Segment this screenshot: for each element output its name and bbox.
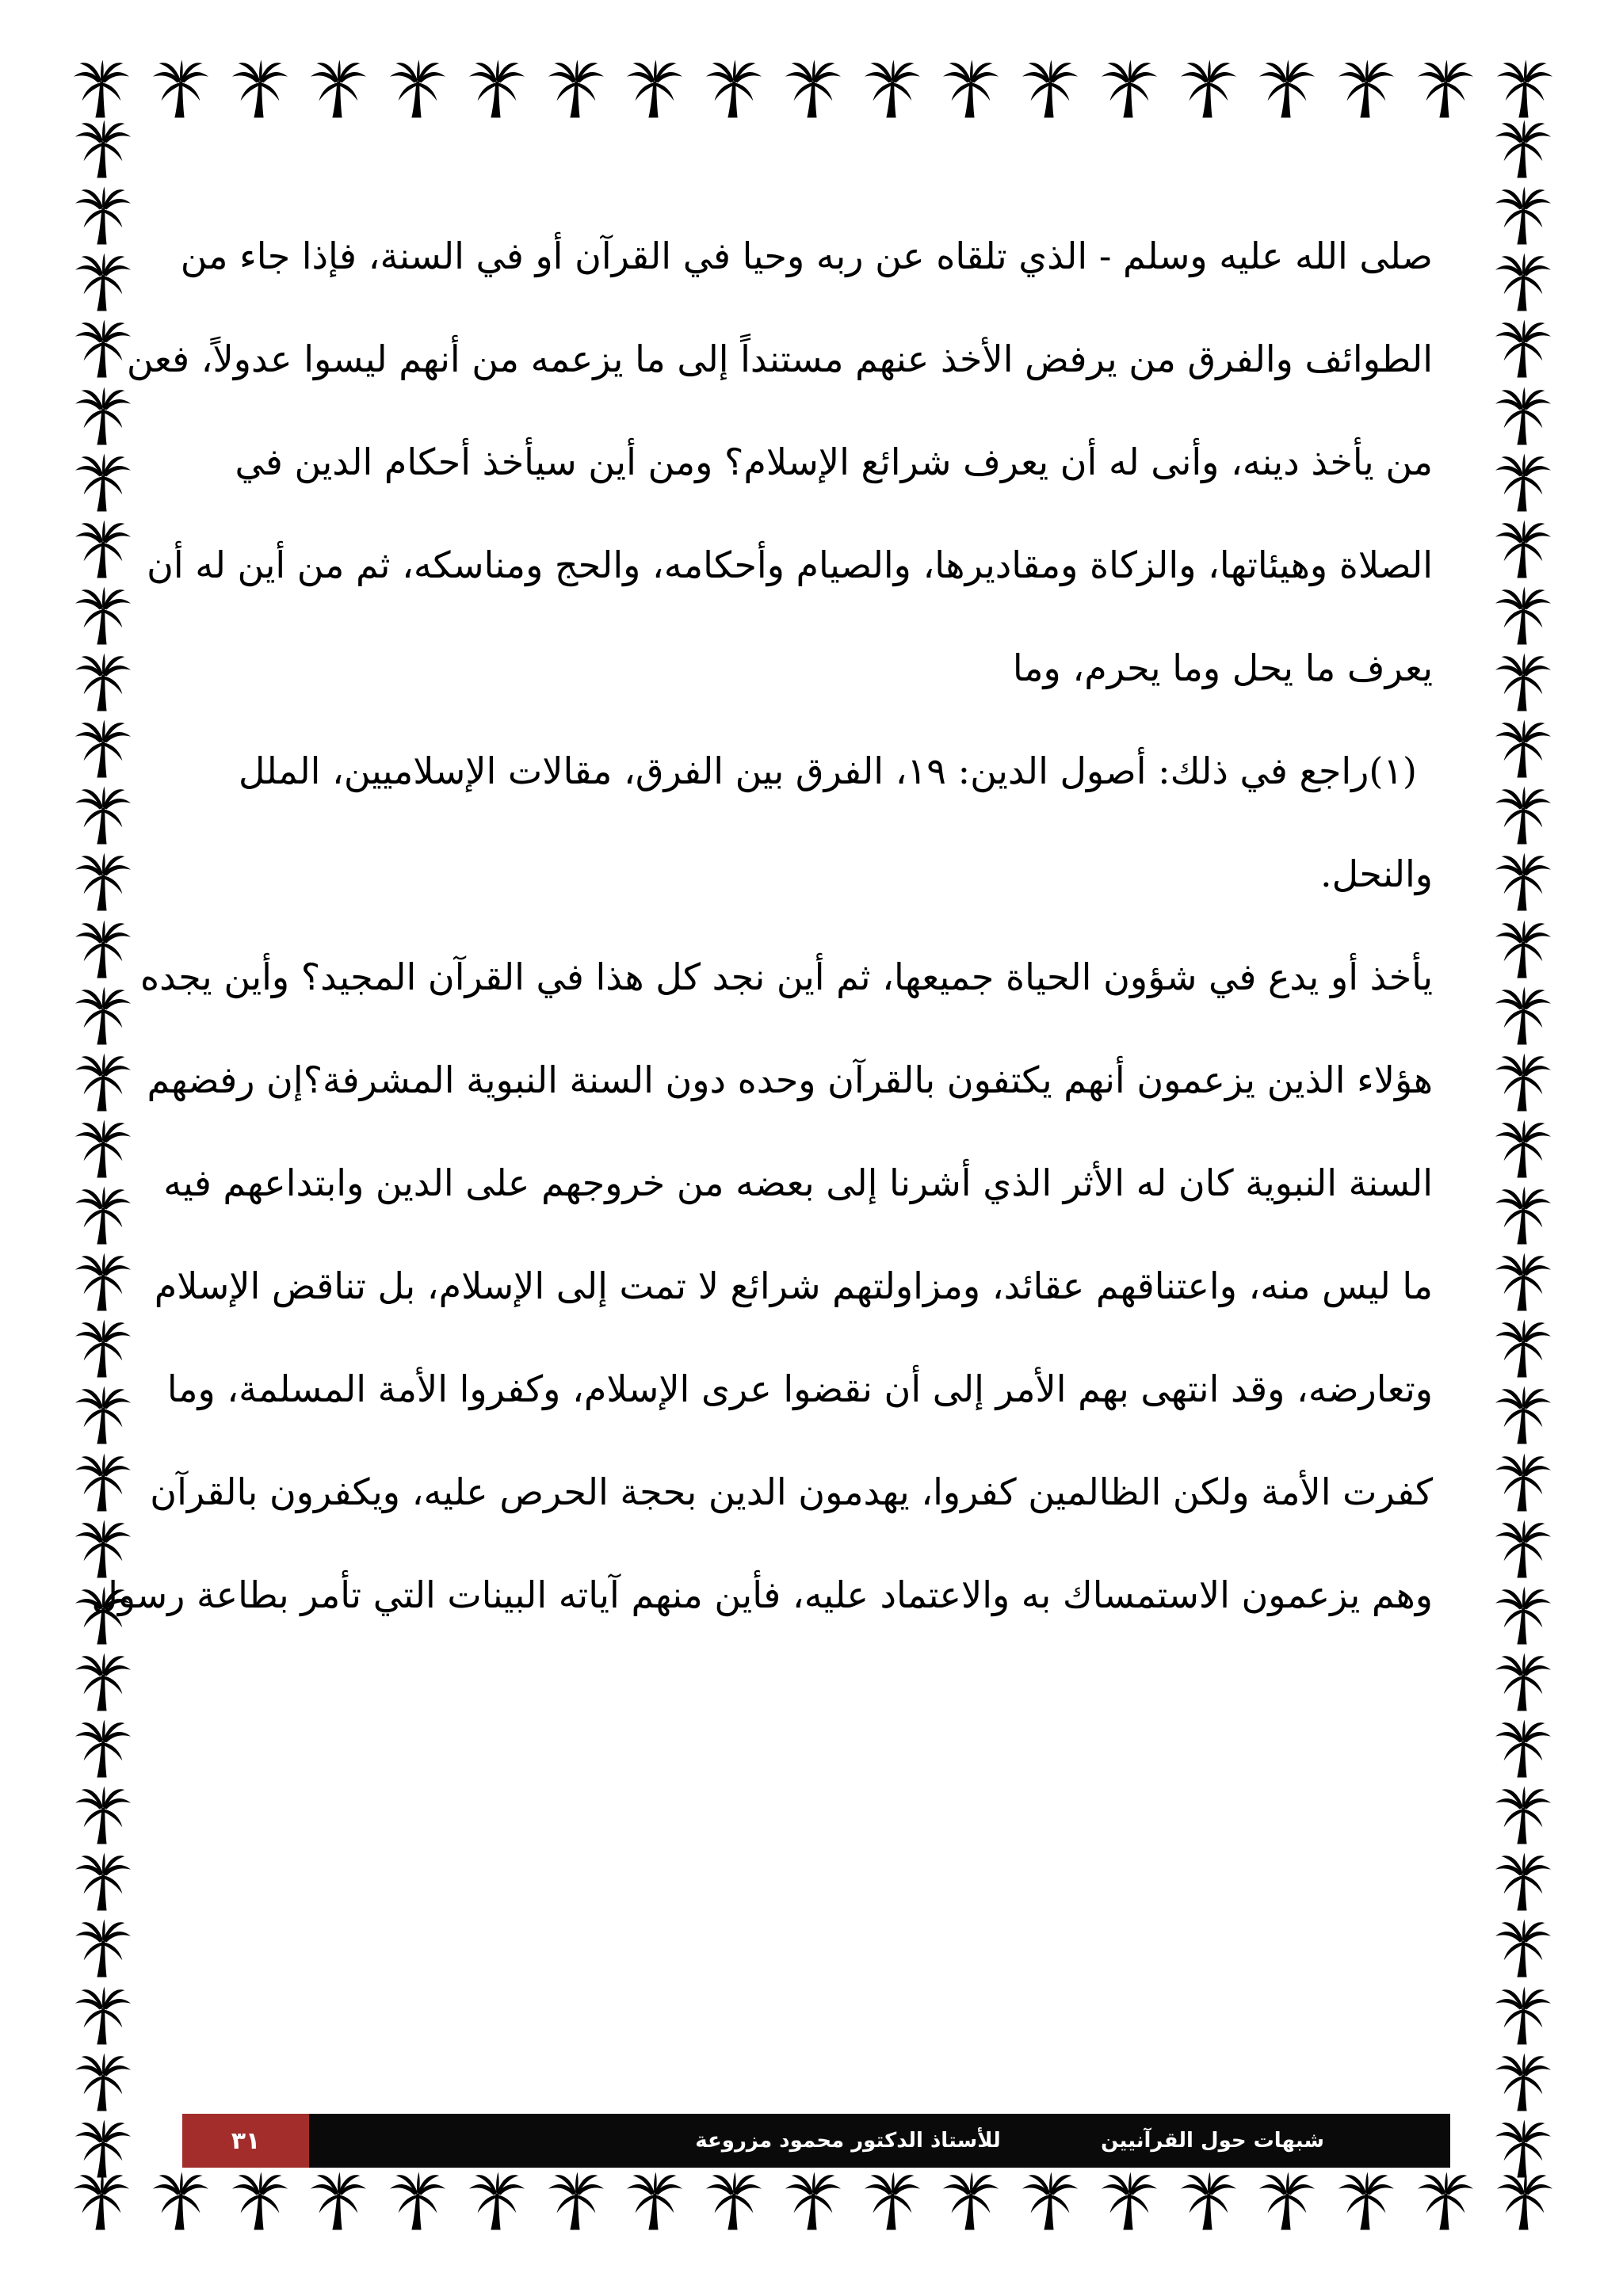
text-line: وتعارضه، وقد انتهى بهم الأمر إلى أن نقضوا عرى الإسلام، وكفروا الأمة المسلمة، وما xyxy=(166,1367,1433,1410)
palm-tree-icon xyxy=(71,59,132,119)
palm-tree-icon xyxy=(151,59,211,119)
palm-tree-icon xyxy=(308,59,369,119)
palm-tree-icon xyxy=(1493,1519,1553,1579)
palm-tree-icon xyxy=(1493,1452,1553,1512)
palm-tree-icon xyxy=(1493,386,1553,446)
palm-tree-icon xyxy=(1493,585,1553,646)
palm-tree-icon xyxy=(1493,1785,1553,1845)
palm-tree-icon xyxy=(73,318,133,379)
palm-tree-icon xyxy=(73,986,133,1046)
palm-tree-icon xyxy=(73,1385,133,1445)
palm-tree-icon xyxy=(1493,1318,1553,1379)
palm-tree-icon xyxy=(1493,2052,1553,2112)
palm-tree-icon xyxy=(73,1718,133,1779)
palm-tree-icon xyxy=(73,1452,133,1512)
text-line: الطوائف والفرق من يرفض الأخذ عنهم مستنداً إلى ما يزعمه من أنهم ليسوا عدولاً، فعن xyxy=(126,338,1433,380)
palm-tree-icon xyxy=(467,2171,527,2231)
border-bottom xyxy=(71,2171,1555,2231)
palm-tree-icon xyxy=(1493,2119,1553,2179)
palm-tree-icon xyxy=(1493,919,1553,979)
palm-tree-icon xyxy=(73,1785,133,1845)
palm-tree-icon xyxy=(73,1252,133,1312)
palm-tree-icon xyxy=(73,852,133,912)
palm-tree-icon xyxy=(862,59,922,119)
palm-tree-icon xyxy=(1020,59,1080,119)
text-line: وهم يزعمون الاستمساك به والاعتماد عليه، فأين منهم آياته البينات التي تأمر بطاعة رسول xyxy=(91,1573,1433,1616)
palm-tree-icon xyxy=(1415,2171,1476,2231)
palm-tree-icon xyxy=(1493,185,1553,246)
palm-tree-icon xyxy=(73,1052,133,1112)
palm-tree-icon xyxy=(388,59,448,119)
text-line: يعرف ما يحل وما يحرم، وما xyxy=(1012,646,1433,689)
palm-tree-icon xyxy=(1495,59,1555,119)
palm-tree-icon xyxy=(783,2171,843,2231)
footnote-line: (١)راجع في ذلك: أصول الدين: ١٩، الفرق بين الفرق، مقالات الإسلاميين، الملل xyxy=(238,749,1417,792)
palm-tree-icon xyxy=(1493,852,1553,912)
palm-tree-icon xyxy=(1493,1652,1553,1712)
palm-tree-icon xyxy=(73,185,133,246)
palm-tree-icon xyxy=(73,119,133,179)
palm-tree-icon xyxy=(1493,1052,1553,1112)
palm-tree-icon xyxy=(73,652,133,712)
palm-tree-icon xyxy=(1493,252,1553,312)
palm-tree-icon xyxy=(73,919,133,979)
border-top xyxy=(71,59,1555,119)
palm-tree-icon xyxy=(73,452,133,513)
palm-tree-icon xyxy=(73,585,133,646)
footnote-line: والنحل. xyxy=(1319,852,1433,895)
footer-book-title: شبهات حول القرآنيين xyxy=(1101,2129,1324,2153)
text-line: هؤلاء الذين يزعمون أنهم يكتفون بالقرآن وحده دون السنة النبوية المشرفة؟إن رفضهم xyxy=(147,1058,1433,1101)
palm-tree-icon xyxy=(1493,1185,1553,1245)
palm-tree-icon xyxy=(1493,785,1553,845)
text-line: من يأخذ دينه، وأنى له أن يعرف شرائع الإسلام؟ ومن أين سيأخذ أحكام الدين في xyxy=(235,441,1433,483)
page-number: ٣١ xyxy=(182,2114,309,2168)
border-left xyxy=(73,119,133,2179)
text-line: يأخذ أو يدع في شؤون الحياة جميعها، ثم أين نجد كل هذا في القرآن المجيد؟ وأين يجده xyxy=(139,955,1433,998)
palm-tree-icon xyxy=(73,386,133,446)
palm-tree-icon xyxy=(151,2171,211,2231)
palm-tree-icon xyxy=(546,2171,606,2231)
palm-tree-icon xyxy=(73,1318,133,1379)
palm-tree-icon xyxy=(624,59,685,119)
palm-tree-icon xyxy=(230,59,290,119)
text-line: الصلاة وهيئاتها، والزكاة ومقاديرها، والصيام وأحكامه، والحج ومناسكه، ثم من أين له أن xyxy=(147,543,1433,586)
palm-tree-icon xyxy=(1493,1585,1553,1646)
palm-tree-icon xyxy=(941,2171,1001,2231)
palm-tree-icon xyxy=(73,252,133,312)
palm-tree-icon xyxy=(704,2171,764,2231)
palm-tree-icon xyxy=(1493,119,1553,179)
palm-tree-icon xyxy=(467,59,527,119)
palm-tree-icon xyxy=(73,1185,133,1245)
palm-tree-icon xyxy=(1178,59,1239,119)
palm-tree-icon xyxy=(73,2052,133,2112)
palm-tree-icon xyxy=(73,1985,133,2046)
palm-tree-icon xyxy=(941,59,1001,119)
palm-tree-icon xyxy=(1099,59,1159,119)
palm-tree-icon xyxy=(1336,59,1396,119)
footer-author: للأستاذ الدكتور محمود مزروعة xyxy=(695,2129,1001,2153)
palm-tree-icon xyxy=(1336,2171,1396,2231)
palm-tree-icon xyxy=(1493,986,1553,1046)
palm-tree-icon xyxy=(73,785,133,845)
text-line: السنة النبوية كان له الأثر الذي أشرنا إلى بعضه من خروجهم على الدين وابتداعهم فيه xyxy=(163,1161,1433,1204)
palm-tree-icon xyxy=(1257,59,1317,119)
text-line: ما ليس منه، واعتناقهم عقائد، ومزاولتهم شرائع لا تمت إلى الإسلام، بل تناقض الإسلام xyxy=(154,1264,1433,1307)
palm-tree-icon xyxy=(73,1119,133,1179)
palm-tree-icon xyxy=(1493,1718,1553,1779)
palm-tree-icon xyxy=(1257,2171,1317,2231)
palm-tree-icon xyxy=(1495,2171,1555,2231)
palm-tree-icon xyxy=(1493,1985,1553,2046)
palm-tree-icon xyxy=(704,59,764,119)
palm-tree-icon xyxy=(1493,652,1553,712)
palm-tree-icon xyxy=(1099,2171,1159,2231)
palm-tree-icon xyxy=(624,2171,685,2231)
palm-tree-icon xyxy=(1493,1119,1553,1179)
palm-tree-icon xyxy=(73,2119,133,2179)
palm-tree-icon xyxy=(73,719,133,779)
palm-tree-icon xyxy=(1020,2171,1080,2231)
palm-tree-icon xyxy=(1493,1852,1553,1912)
palm-tree-icon xyxy=(73,1852,133,1912)
palm-tree-icon xyxy=(71,2171,132,2231)
text-line: صلى الله عليه وسلم - الذي تلقاه عن ربه وحيا في القرآن أو في السنة، فإذا جاء من xyxy=(180,235,1433,277)
palm-tree-icon xyxy=(1493,1252,1553,1312)
palm-tree-icon xyxy=(388,2171,448,2231)
border-right xyxy=(1493,119,1553,2179)
palm-tree-icon xyxy=(1415,59,1476,119)
palm-tree-icon xyxy=(73,1918,133,1978)
palm-tree-icon xyxy=(308,2171,369,2231)
palm-tree-icon xyxy=(1493,452,1553,513)
page-body xyxy=(91,204,1433,1646)
palm-tree-icon xyxy=(783,59,843,119)
palm-tree-icon xyxy=(73,1652,133,1712)
palm-tree-icon xyxy=(546,59,606,119)
palm-tree-icon xyxy=(1178,2171,1239,2231)
text-line: كفرت الأمة ولكن الظالمين كفروا، يهدمون الدين بحجة الحرص عليه، ويكفرون بالقرآن xyxy=(150,1470,1433,1513)
palm-tree-icon xyxy=(73,519,133,579)
palm-tree-icon xyxy=(862,2171,922,2231)
palm-tree-icon xyxy=(230,2171,290,2231)
palm-tree-icon xyxy=(1493,318,1553,379)
palm-tree-icon xyxy=(1493,1385,1553,1445)
palm-tree-icon xyxy=(1493,719,1553,779)
palm-tree-icon xyxy=(1493,519,1553,579)
footer-bar xyxy=(182,2114,1450,2168)
palm-tree-icon xyxy=(1493,1918,1553,1978)
